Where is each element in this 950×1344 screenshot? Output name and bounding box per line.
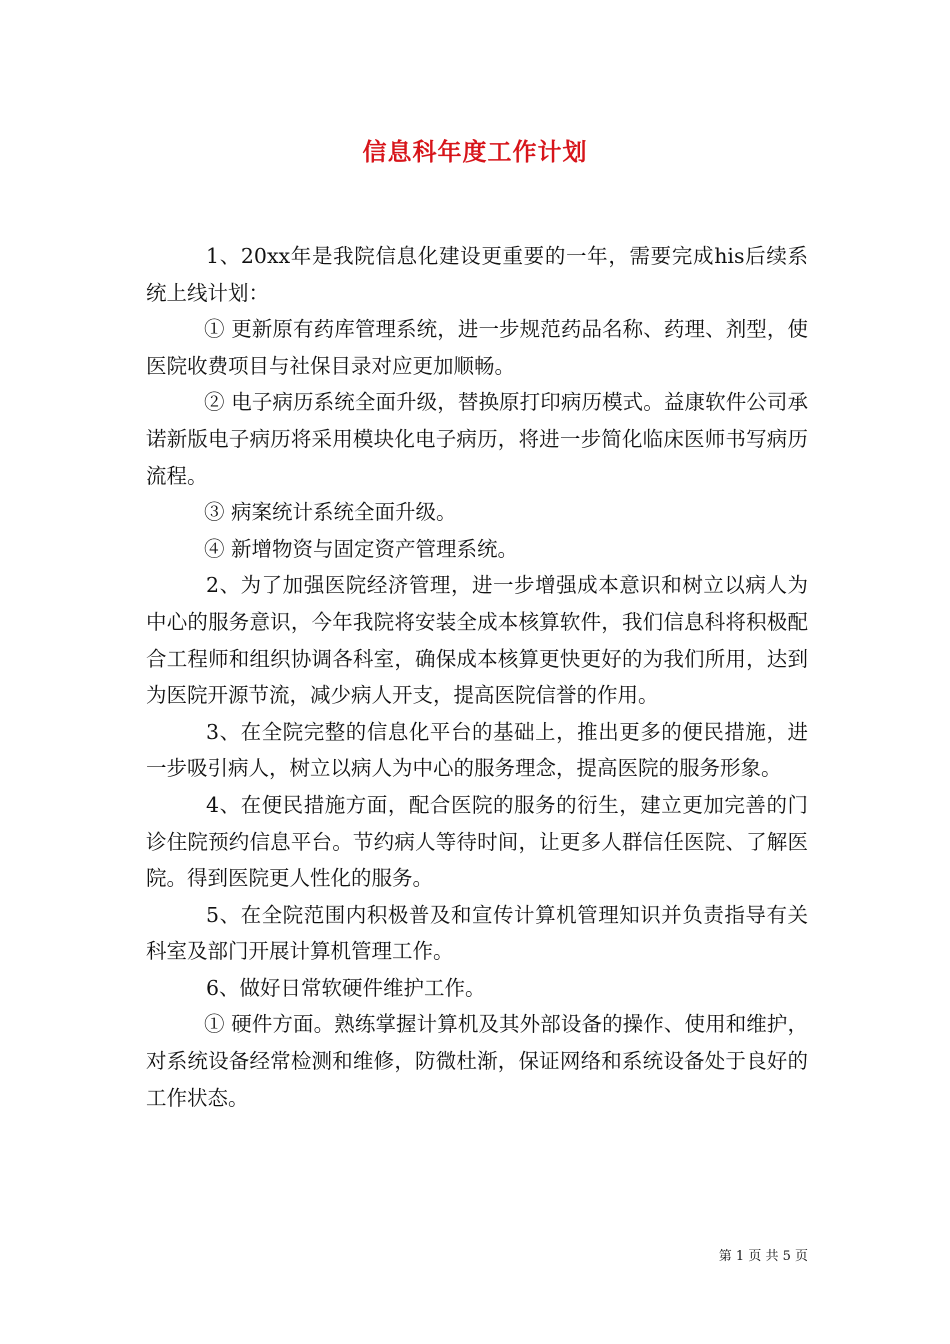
- paragraph-subitem-1-2: ② 电子病历系统全面升级，替换原打印病历模式。益康软件公司承诺新版电子病历将采用模块化电子病历，将进一步简化临床医师书写病历流程。: [146, 390, 808, 488]
- page-number-footer: 第 1 页 共 5 页: [718, 1249, 808, 1264]
- paragraph-item-2: 2、为了加强医院经济管理，进一步增强成本意识和树立以病人为中心的服务意识，今年我院将安装全成本核算软件，我们信息科将积极配合工程师和组织协调各科室，确保成本核算更快更好的为我们所用，达到为医院开源节流，减少病人开支，提高医院信誉的作用。: [146, 573, 808, 708]
- page-title: 信息科年度工作计划: [362, 137, 588, 166]
- paragraph-item-5: 5、在全院范围内积极普及和宣传计算机管理知识并负责指导有关科室及部门开展计算机管理工作。: [146, 902, 808, 964]
- paragraph-item-3: 3、在全院完整的信息化平台的基础上，推出更多的便民措施，进一步吸引病人，树立以病人为中心的服务理念，提高医院的服务形象。: [146, 719, 808, 781]
- paragraph-item-1: 1、20xx年是我院信息化建设更重要的一年，需要完成his后续系统上线计划：: [146, 244, 808, 305]
- paragraph-subitem-1-4: ④ 新增物资与固定资产管理系统。: [204, 536, 519, 561]
- paragraph-item-4: 4、在便民措施方面，配合医院的服务的衍生，建立更加完善的门诊住院预约信息平台。节约病人等待时间，让更多人群信任医院、了解医院。得到医院更人性化的服务。: [146, 792, 808, 891]
- paragraph-subitem-1-3: ③ 病案统计系统全面升级。: [204, 500, 457, 525]
- document-body: [146, 238, 808, 1116]
- paragraph-subitem-1-1: ① 更新原有药库管理系统，进一步规范药品名称、药理、剂型，使医院收费项目与社保目录对应更加顺畅。: [146, 317, 808, 378]
- paragraph-subitem-6-1: ① 硬件方面。熟练掌握计算机及其外部设备的操作、使用和维护，对系统设备经常检测和维修，防微杜渐，保证网络和系统设备处于良好的工作状态。: [146, 1012, 808, 1110]
- paragraph-item-6: 6、做好日常软硬件维护工作。: [206, 975, 486, 1000]
